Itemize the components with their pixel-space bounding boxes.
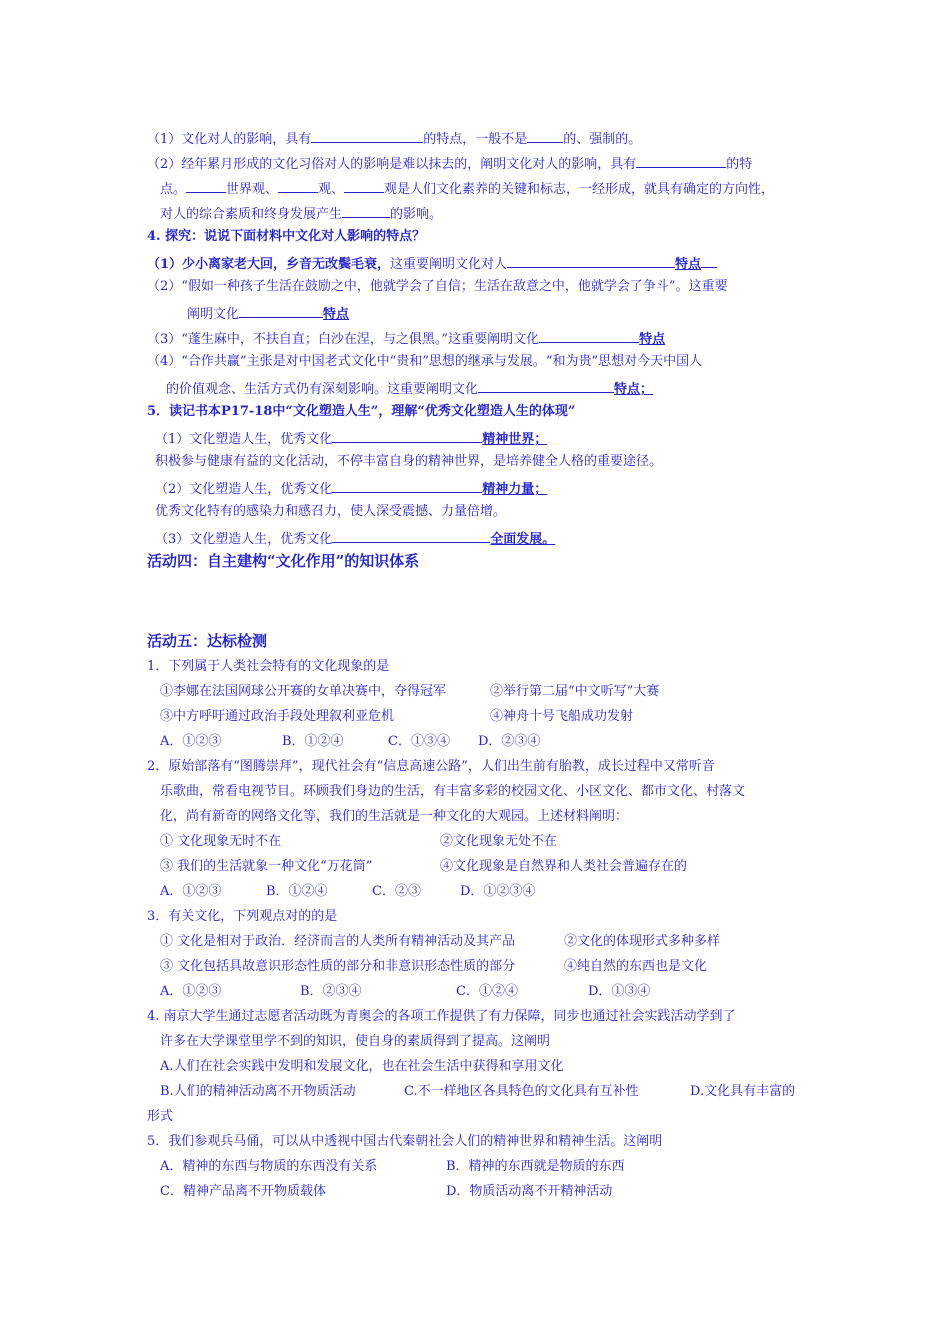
t3-choice-a: A．①②③ <box>160 984 222 999</box>
t3-stem: 3．有关文化，下列观点对的的是 <box>147 909 338 924</box>
activity-5-heading: 活动五：达标检测 <box>147 632 268 650</box>
q5-item-1 <box>155 427 547 447</box>
t2-stem-3: 化，尚有新奇的网络文化等，我们的生活就是一种文化的大观园。上述材料阐明： <box>160 809 629 824</box>
text: 这重要阐明文化对人 <box>390 257 508 272</box>
t3-option-2: ②文化的体现形式多种多样 <box>564 934 721 949</box>
q4-title: 4. 探究：说说下面材料中文化对人影响的特点？ <box>147 229 426 244</box>
blank <box>278 177 318 193</box>
text: 全面发展。 <box>490 532 556 547</box>
q5-item-3 <box>155 527 555 547</box>
text: （3）“蓬生麻中，不扶自直；白沙在涅，与之俱黑。”这重要阐明文化 <box>147 332 540 347</box>
q4-item-2a: （2）“假如一种孩子生活在鼓励之中，他就学会了自信；生活在敌意之中，他就学会了争斗”。这重要 <box>147 279 728 294</box>
text: 的特点，一般不是 <box>423 132 528 147</box>
t3-choice-d: D．①③④ <box>588 984 651 999</box>
s3-line-4 <box>160 202 442 222</box>
text: （1）少小离家老大回，乡音无改鬓毛衰， <box>147 257 391 272</box>
t1-option-4: ④神舟十号飞船成功发射 <box>490 709 634 724</box>
t1-choice-c: C．①③④ <box>388 734 450 749</box>
q5-title: 5．读记书本P17-18中“文化塑造人生”，理解“优秀文化塑造人生的体现” <box>147 404 576 419</box>
text: 点。 <box>160 182 187 197</box>
blank <box>539 327 639 343</box>
text: （1）文化塑造人生，优秀文化 <box>155 432 333 447</box>
t1-choice-d: D．②③④ <box>478 734 541 749</box>
blank <box>186 177 226 193</box>
t3-option-4: ④纯自然的东西也是文化 <box>564 959 708 974</box>
q5-item-1-text: 积极参与健康有益的文化活动，不停丰富自身的精神世界，是培养健全人格的重要途径。 <box>155 454 663 469</box>
text: （1）文化对人的影响，具有 <box>147 132 312 147</box>
s3-line-3 <box>160 177 774 197</box>
text: （3）文化塑造人生，优秀文化 <box>155 532 333 547</box>
t2-choice-d: D．①②③④ <box>460 884 536 899</box>
blank <box>701 252 717 268</box>
blank <box>342 202 390 218</box>
t5-choice-b: B．精神的东西就是物质的东西 <box>446 1159 625 1174</box>
t2-option-3: ③ 我们的生活就象一种文化“万花筒” <box>160 859 373 874</box>
t3-option-3: ③ 文化包括具故意识形态性质的部分和非意识形态性质的部分 <box>160 959 516 974</box>
text: （2）文化塑造人生，优秀文化 <box>155 482 333 497</box>
text: 的影响。 <box>390 207 443 222</box>
text: 的价值观念、生活方式仍有深刻影响。这重要阐明文化 <box>166 382 479 397</box>
t3-choice-c: C．①②④ <box>456 984 518 999</box>
t1-choice-a: A．①②③ <box>160 734 222 749</box>
text: 特点 <box>323 307 350 322</box>
t2-choice-a: A．①②③ <box>160 884 222 899</box>
t1-stem: 1．下列属于人类社会特有的文化现象的是 <box>147 659 390 674</box>
blank <box>478 377 614 393</box>
t2-option-2: ②文化现象无处不在 <box>440 834 558 849</box>
t5-choice-a: A．精神的东西与物质的东西没有关系 <box>160 1159 378 1174</box>
q4-item-3 <box>147 327 665 347</box>
t2-stem-1: 2．原始部落有“图腾崇拜”，现代社会有“信息高速公路”，人们出生前有胎教，成长过程中又常听音 <box>147 759 715 774</box>
t4-choice-d: D.文化具有丰富的 <box>690 1084 796 1099</box>
t4-stem-2: 许多在大学课堂里学不到的知识，使自身的素质得到了提高。这阐明 <box>160 1034 551 1049</box>
text: 对人的综合素质和终身发展产生 <box>160 207 343 222</box>
blank <box>344 177 384 193</box>
q5-item-2 <box>155 477 547 497</box>
activity-4-heading: 活动四：自主建构“文化作用”的知识体系 <box>147 552 420 570</box>
text: （2）经年累月形成的文化习俗对人的影响是难以抹去的，阐明文化对人的影响，具有 <box>147 157 637 172</box>
t4-choice-d-cont: 形式 <box>147 1109 174 1124</box>
q4-item-1 <box>147 252 717 272</box>
t4-stem-1: 4. 南京大学生通过志愿者活动既为青奥会的各项工作提供了有力保障，同步也通过社会实践活动学到了 <box>147 1009 736 1024</box>
t5-choice-c: C．精神产品离不开物质载体 <box>160 1184 326 1199</box>
t3-choice-b: B．②③④ <box>300 984 362 999</box>
t2-choice-c: C．②③ <box>372 884 421 899</box>
text: 特点； <box>614 382 654 397</box>
blank <box>527 127 563 143</box>
s3-line-1 <box>147 127 641 147</box>
t4-choice-c: C.不一样地区各具特色的文化具有互补性 <box>404 1084 639 1099</box>
text: 世界观、 <box>226 182 279 197</box>
text: 精神力量； <box>482 482 548 497</box>
s3-line-2 <box>147 152 752 172</box>
t1-option-1: ①李娜在法国网球公开赛的女单决赛中，夺得冠军 <box>160 684 447 699</box>
text: 特点 <box>639 332 666 347</box>
q5-item-2-text: 优秀文化特有的感染力和感召力，使人深受震撼、力量倍增。 <box>155 504 507 519</box>
blank <box>636 152 726 168</box>
q4-item-4b <box>166 377 653 397</box>
blank <box>332 477 482 493</box>
text: 特点 <box>675 257 702 272</box>
t2-option-1: ① 文化现象无时不在 <box>160 834 282 849</box>
blank <box>311 127 423 143</box>
q4-item-4a: （4）“合作共赢”主张是对中国老式文化中“贵和”思想的继承与发展。“和为贵”思想对今天中国人 <box>147 354 703 369</box>
t2-stem-2: 乐歌曲，常看电视节目。环顾我们身边的生活，有丰富多彩的校园文化、小区文化、都市文化、村落文 <box>160 784 746 799</box>
t1-option-2: ②举行第二届“中文听写”大赛 <box>490 684 660 699</box>
t2-choice-b: B．①②④ <box>266 884 328 899</box>
t3-option-1: ① 文化是相对于政治．经济而言的人类所有精神活动及其产品 <box>160 934 516 949</box>
text: 精神世界； <box>482 432 548 447</box>
text: 阐明文化 <box>187 307 240 322</box>
text: 观、 <box>318 182 345 197</box>
text: 的、强制的。 <box>563 132 642 147</box>
t5-stem: 5．我们参观兵马俑，可以从中透视中国古代秦朝社会人们的精神世界和精神生活。这阐明 <box>147 1134 663 1149</box>
blank <box>332 427 482 443</box>
text: 观是人们文化素养的关键和标志，一经形成，就具有确定的方向性， <box>384 182 775 197</box>
text: 的特 <box>726 157 753 172</box>
blank <box>239 302 323 318</box>
t2-option-4: ④文化现象是自然界和人类社会普遍存在的 <box>440 859 688 874</box>
blank <box>507 252 675 268</box>
t4-choice-b: B.人们的精神活动离不开物质活动 <box>160 1084 356 1099</box>
t5-choice-d: D．物质活动离不开精神活动 <box>446 1184 613 1199</box>
t4-choice-a: A.人们在社会实践中发明和发展文化，也在社会生活中获得和享用文化 <box>160 1059 564 1074</box>
t1-option-3: ③中方呼吁通过政治手段处理叙利亚危机 <box>160 709 395 724</box>
blank <box>332 527 490 543</box>
q4-item-2b <box>187 302 349 322</box>
t1-choice-b: B．①②④ <box>282 734 344 749</box>
